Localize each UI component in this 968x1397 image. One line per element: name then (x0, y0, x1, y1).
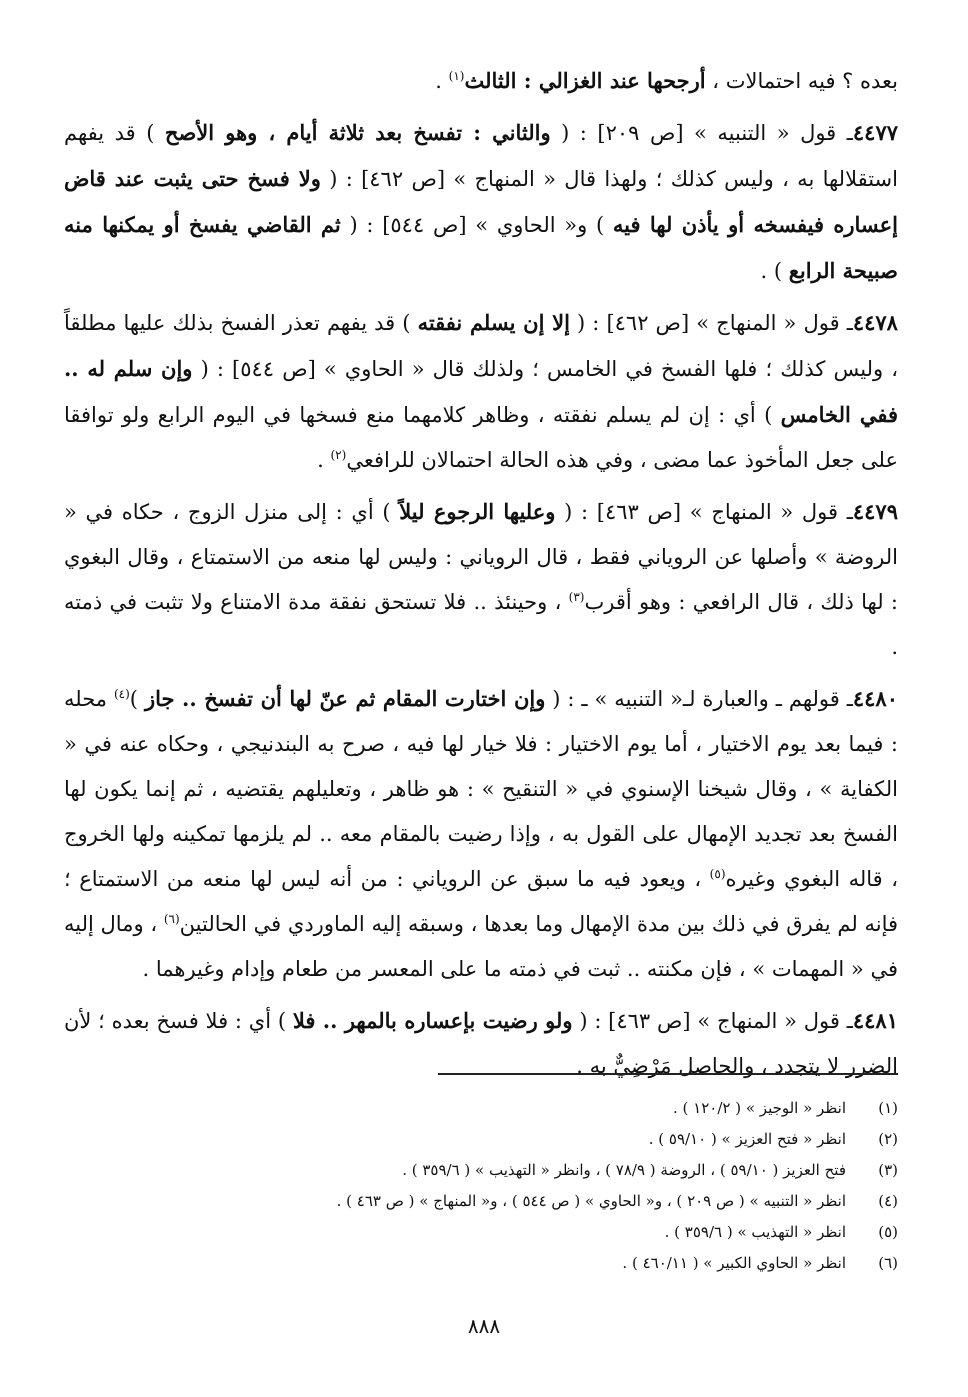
footnote-ref[interactable]: (٥) (709, 867, 726, 881)
text-run: ـ قول « التنبيه » [ص ٢٠٩] : ( (550, 121, 853, 145)
text-run: ـ قول « المنهاج » [ص ٤٦٣] : ( (572, 1009, 853, 1033)
entry-4477 (64, 110, 898, 294)
text-run: ـ قولهم ـ والعبارة لـ« التنبيه » ـ : ( (545, 687, 853, 711)
footnotes (68, 1093, 898, 1279)
footnote-text: انظر « فتح العزيز » ( ٥٩/١٠ ) . (648, 1130, 846, 1148)
text-run: ) قد يفهم استقلالها به ، وليس كذلك ؛ ولهذا قال « المنهاج » [ص ٤٦٢] : ( (64, 121, 898, 191)
footnote-number: (٣) (878, 1161, 898, 1179)
text-run: ـ قول « المنهاج » [ص ٤٦٢] : ( (569, 311, 853, 335)
bold-quote: والثاني : تفسخ بعد ثلاثة أيام ، وهو الأصح (164, 120, 551, 145)
text-run: ) أي : إلى منزل الزوج ، حكاه في « الروضة » وأصلها عن الروياني فقط ، قال الروياني : وليس لها منعه من الاستمتاع ، وقال البغوي : لها ذلك ، قال الرافعي : وهو أقرب (64, 500, 898, 614)
entry-4479 (64, 489, 898, 670)
text-run: . (435, 69, 449, 93)
footnote-item (68, 1093, 898, 1124)
text-run: بعده ؟ فيه احتمالات ، (705, 69, 898, 93)
entry-number: ٤٤٨١ (852, 1008, 898, 1033)
text-run: ـ قول « المنهاج » [ص ٤٦٣] : ( (555, 500, 853, 524)
entry-number: ٤٤٧٩ (852, 499, 898, 524)
footnote-text: انظر « الحاوي الكبير » ( ٤٦٠/١١ ) . (622, 1254, 846, 1272)
bold-quote: وإن سلم له .. ففي الخامس (64, 356, 898, 427)
entry-number: ٤٤٨٠ (852, 686, 898, 711)
footnote-text: انظر « التهذيب » ( ٣٥٩/٦ ) . (664, 1223, 846, 1241)
footnote-separator (438, 1073, 898, 1075)
bold-quote: وعليها الرجوع ليلاً (399, 499, 556, 524)
text-run: ) (129, 687, 145, 711)
paragraph-continuation (64, 58, 898, 104)
bold-quote: أرجحها عند الغزالي : الثالث (464, 68, 706, 93)
bold-quote: ولا فسخ حتى يثبت عند قاض إعساره فيفسخه أو يأذن لها فيه (64, 166, 898, 237)
footnote-text: انظر « الوجيز » ( ١٢٠/٢ ) . (673, 1099, 846, 1117)
text-run: ) أي : فلا فسخ بعده ؛ لأن الضرر لا يتجدد ، والحاصل مَرْضِيٌّ به . (64, 1009, 898, 1078)
footnote-number: (٢) (878, 1130, 898, 1148)
footnote-number: (٤) (878, 1192, 898, 1210)
text-run: ، وحينئذ .. فلا تستحق نفقة مدة الامتناع ولا تثبت في ذمته . (64, 590, 898, 659)
footnote-number: (٦) (878, 1254, 898, 1272)
footnote-number: (١) (878, 1099, 898, 1117)
footnote-item (68, 1124, 898, 1155)
text-run: ، ومال إليه في « المهمات » ، فإن مكنته .. ثبت في ذمته ما على المعسر من طعام وإدام وغيرهما . (64, 912, 898, 981)
text-run: ) قد يفهم تعذر الفسخ بذلك عليها مطلقاً ، وليس كذلك ؛ فلها الفسخ في الخامس ؛ ولذلك قال « الحاوي » [ص ٥٤٤] : ( (64, 311, 898, 381)
entry-4481 (64, 998, 898, 1089)
footnote-item (68, 1217, 898, 1248)
bold-quote: وإن اختارت المقام ثم عنّ لها أن تفسخ .. جاز (144, 686, 546, 711)
text-run: . (317, 448, 331, 472)
footnote-ref[interactable]: (٦) (163, 912, 180, 926)
bold-quote: إلا إن يسلم نفقته (417, 310, 570, 335)
text-run: ) أي : إن لم يسلم نفقته ، وظاهر كلامهما منع فسخها في اليوم الرابع ولو توافقا على جعل المأخوذ عما مضى ، وفي هذه الحالة احتمالان للرافعي (64, 403, 898, 472)
footnote-ref[interactable]: (٤) (113, 687, 130, 701)
footnote-text: فتح العزيز ( ٥٩/١٠ ) ، الروضة ( ٧٨/٩ ) ، وانظر « التهذيب » ( ٣٥٩/٦ ) . (402, 1161, 846, 1179)
entry-number: ٤٤٧٨ (852, 310, 898, 335)
bold-quote: ثم القاضي يفسخ أو يمكنها منه صبيحة الرابع (64, 212, 898, 283)
footnote-number: (٥) (878, 1223, 898, 1241)
text-run: محله : فيما بعد يوم الاختيار ، أما يوم الاختيار : فلا خيار لها فيه ، صرح به البندنيجي ، وحكاه عنه في « الكفاية » ، وقال شيخنا الإسنوي في « التنقيح » : هو ظاهر ، وتعليلهم يقتضيه ، ثم إنما يكون لها الفسخ بعد تجديد الإمهال على القول به ، وإذا رضيت بالمقام معه .. لم يلزمها تمكينه ولها الخروج ، قاله البغوي وغيره (64, 687, 899, 891)
footnote-item (68, 1186, 898, 1217)
entry-4480 (64, 676, 898, 992)
text-run: ) و« الحاوي » [ص ٥٤٤] : ( (340, 213, 613, 237)
text-run: ) . (760, 259, 789, 283)
text-run: ، ويعود فيه ما سبق عن الروياني : من أنه ليس لها منعه من الاستمتاع ؛ فإنه لم يفرق في ذلك بين مدة الإمهال وما بعدها ، وسبقه إليه الماوردي في الحالتين (64, 867, 899, 936)
footnote-item (68, 1248, 898, 1279)
entry-4478 (64, 300, 898, 483)
bold-quote: ولو رضيت بإعساره بالمهر .. فلا (292, 1008, 573, 1033)
entry-number: ٤٤٧٧ (852, 120, 899, 145)
footnote-ref[interactable]: (٢) (330, 448, 347, 462)
page-number: ٨٨٨ (467, 1314, 501, 1338)
footnote-ref[interactable]: (٣) (568, 590, 585, 604)
footnote-text: انظر « التنبيه » ( ص ٢٠٩ ) ، و« الحاوي » ( ص ٥٤٤ ) ، و« المنهاج » ( ص ٤٦٣ ) . (336, 1192, 846, 1210)
footnote-item (68, 1155, 898, 1186)
main-text (64, 58, 898, 1089)
footnote-ref[interactable]: (١) (448, 69, 465, 83)
